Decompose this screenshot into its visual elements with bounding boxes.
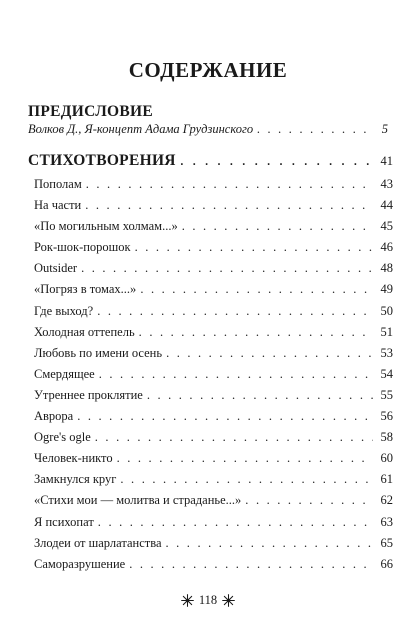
leader-dots	[135, 240, 373, 255]
entry-title: Утреннее проклятие	[34, 387, 143, 402]
toc-entry	[34, 304, 393, 325]
toc-entry	[34, 240, 393, 261]
entry-title: «Стихи мои — молитва и страданье...»	[34, 493, 242, 508]
toc-entry	[34, 493, 393, 514]
entry-page: 50	[380, 303, 393, 318]
entry-page: 65	[380, 535, 393, 550]
entry-title: На части	[34, 198, 82, 213]
leader-dots	[182, 219, 373, 234]
entry-title: Рок-шок-порошок	[34, 240, 131, 255]
toc-entry	[34, 219, 393, 240]
entry-page: 54	[380, 366, 393, 381]
entry-title: Холодная оттепель	[34, 324, 135, 339]
leader-dots	[257, 122, 368, 137]
leader-dots	[99, 367, 373, 382]
toc-entry	[34, 177, 393, 198]
leader-dots	[98, 515, 373, 530]
entry-page: 48	[380, 261, 393, 276]
entry-title: Пополам	[34, 177, 82, 191]
entry-page: 56	[380, 409, 393, 424]
entry-title: Человек-никто	[34, 451, 113, 466]
leader-dots	[77, 409, 373, 424]
toc-entry	[34, 515, 393, 536]
leader-dots	[166, 346, 373, 361]
leader-dots	[180, 152, 373, 170]
entry-title: Саморазрушение	[34, 556, 126, 571]
preface-entry	[28, 122, 388, 140]
leader-dots	[117, 451, 373, 466]
page-title: СОДЕРЖАНИЕ	[128, 58, 288, 82]
entry-title: Злодеи от шарлатанства	[34, 535, 162, 550]
toc-entry	[34, 346, 393, 367]
leader-dots	[120, 472, 373, 487]
toc-entry	[34, 430, 393, 451]
preface-entry-title: Волков Д., Я-концепт Адама Грудзинского	[28, 122, 254, 136]
leader-dots	[81, 261, 373, 276]
entry-page: 66	[380, 556, 393, 571]
toc-entry	[34, 261, 393, 282]
leader-dots	[166, 536, 374, 551]
entry-page: 63	[380, 514, 393, 529]
entry-page: 43	[380, 177, 393, 191]
toc-entry	[34, 451, 393, 472]
poems-heading-page: 41	[380, 154, 393, 168]
star-ornament-icon	[181, 594, 194, 607]
entry-title: Аврора	[34, 409, 74, 424]
leader-dots	[86, 177, 373, 192]
leader-dots	[129, 557, 373, 572]
entry-title: Ogre's ogle	[34, 430, 91, 445]
entry-title: Смердящее	[34, 366, 95, 381]
star-ornament-icon	[222, 594, 235, 607]
leader-dots	[95, 430, 373, 445]
leader-dots	[97, 304, 373, 319]
entry-page: 46	[380, 240, 393, 255]
toc-entry	[34, 325, 393, 346]
toc-entry	[34, 536, 393, 557]
entry-page: 62	[380, 493, 393, 508]
entry-page: 53	[380, 345, 393, 360]
toc-entry	[34, 282, 393, 303]
entry-page: 58	[380, 430, 393, 445]
entry-page: 45	[380, 219, 393, 234]
leader-dots	[147, 388, 373, 403]
toc-entry	[34, 409, 393, 430]
entry-title: «Погряз в томах...»	[34, 282, 137, 297]
page-number: 118	[198, 593, 218, 607]
entry-page: 51	[380, 324, 393, 339]
toc-entry	[34, 472, 393, 493]
entry-title: Замкнулся круг	[34, 472, 117, 487]
poems-heading: СТИХОТВОРЕНИЯ	[28, 152, 176, 169]
entry-title: «По могильным холмам...»	[34, 219, 178, 234]
preface-entry-page: 5	[381, 122, 388, 136]
entry-page: 49	[380, 282, 393, 297]
toc-entry	[34, 367, 393, 388]
poems-heading-row	[28, 152, 393, 170]
entry-page: 55	[380, 387, 393, 402]
preface-heading: ПРЕДИСЛОВИЕ	[28, 103, 154, 120]
toc-entry	[34, 198, 393, 219]
entry-title: Outsider	[34, 261, 78, 276]
entry-title: Где выход?	[34, 303, 94, 318]
page-footer	[0, 593, 416, 608]
entry-page: 44	[380, 198, 393, 213]
entry-page: 61	[380, 472, 393, 487]
poem-list	[34, 177, 393, 578]
leader-dots	[245, 493, 373, 508]
entry-page: 60	[380, 451, 393, 466]
entry-title: Я психопат	[34, 514, 94, 529]
leader-dots	[85, 198, 373, 213]
leader-dots	[140, 282, 373, 297]
leader-dots	[139, 325, 373, 340]
toc-entry	[34, 557, 393, 578]
entry-title: Любовь по имени осень	[34, 345, 163, 360]
toc-entry	[34, 388, 393, 409]
